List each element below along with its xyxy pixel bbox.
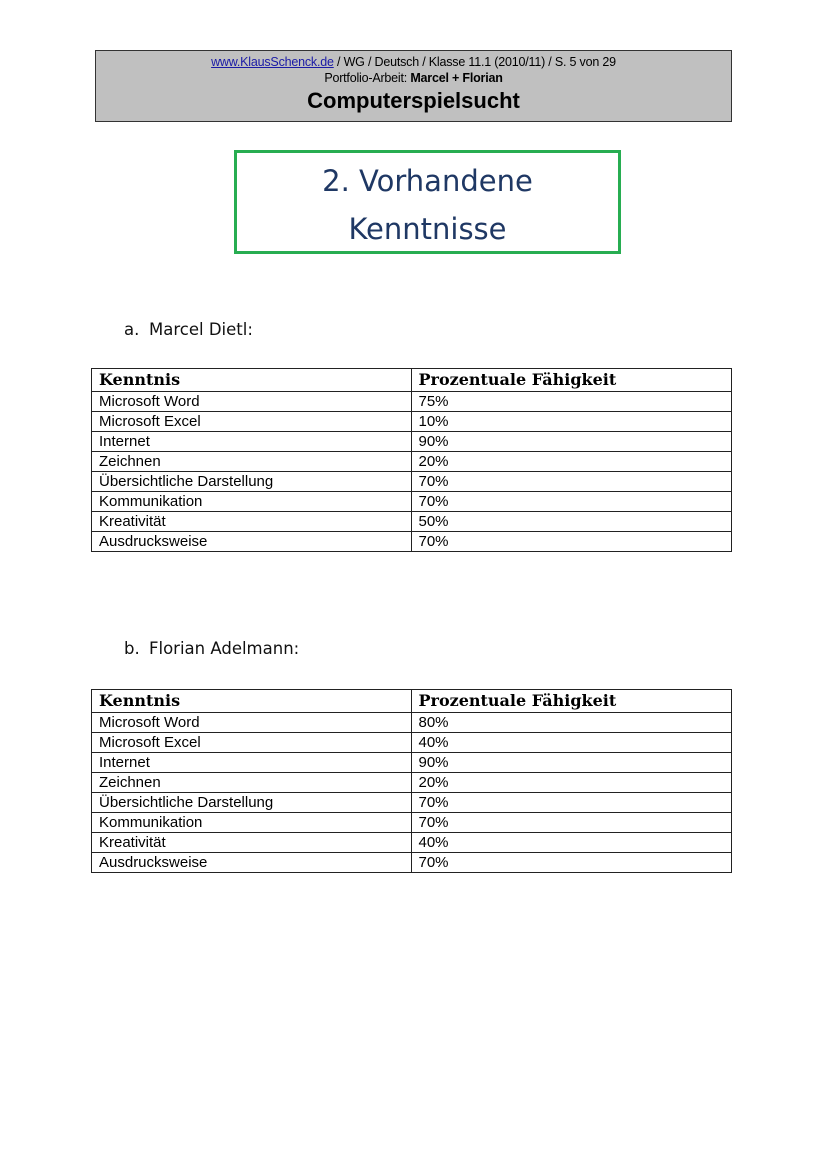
skill-cell: Internet: [92, 753, 412, 773]
skill-cell: Internet: [92, 432, 412, 452]
percentage-cell: 70%: [411, 813, 732, 833]
skill-cell: Kreativität: [92, 512, 412, 532]
section-letter: a.: [124, 320, 140, 339]
portfolio-authors: Marcel + Florian: [410, 71, 503, 85]
skill-cell: Microsoft Excel: [92, 733, 412, 753]
section-heading-line2: Kenntnisse: [348, 212, 507, 246]
table-row: [92, 532, 732, 552]
skill-cell: Übersichtliche Darstellung: [92, 472, 412, 492]
table-header-row: [92, 369, 732, 392]
table-row: [92, 713, 732, 733]
table-row: [92, 753, 732, 773]
skill-cell: Übersichtliche Darstellung: [92, 793, 412, 813]
table-row: [92, 733, 732, 753]
percentage-cell: 75%: [411, 392, 732, 412]
table-row: [92, 793, 732, 813]
percentage-cell: 70%: [411, 532, 732, 552]
skills-table-marcel: [91, 368, 732, 552]
table-row: [92, 853, 732, 873]
percentage-cell: 70%: [411, 472, 732, 492]
section-heading-line1: 2. Vorhandene: [322, 164, 533, 198]
table-row: [92, 472, 732, 492]
column-header-skill: Kenntnis: [92, 369, 412, 392]
table-row: [92, 432, 732, 452]
percentage-cell: 20%: [411, 773, 732, 793]
percentage-cell: 90%: [411, 432, 732, 452]
skill-cell: Ausdrucksweise: [92, 853, 412, 873]
skill-cell: Kreativität: [92, 833, 412, 853]
percentage-cell: 40%: [411, 833, 732, 853]
page-header: [95, 50, 732, 122]
table-row: [92, 412, 732, 432]
percentage-cell: 20%: [411, 452, 732, 472]
percentage-cell: 90%: [411, 753, 732, 773]
section-label-a: [124, 320, 253, 339]
percentage-cell: 80%: [411, 713, 732, 733]
percentage-cell: 10%: [411, 412, 732, 432]
document-title: Computerspielsucht: [307, 88, 520, 113]
table-row: [92, 392, 732, 412]
skill-cell: Microsoft Word: [92, 713, 412, 733]
table-row: [92, 833, 732, 853]
column-header-percentage: Prozentuale Fähigkeit: [411, 690, 732, 713]
percentage-cell: 40%: [411, 733, 732, 753]
table-row: [92, 773, 732, 793]
skill-cell: Kommunikation: [92, 813, 412, 833]
section-letter: b.: [124, 639, 140, 658]
portfolio-prefix: Portfolio-Arbeit:: [324, 71, 411, 85]
percentage-cell: 70%: [411, 793, 732, 813]
column-header-skill: Kenntnis: [92, 690, 412, 713]
skill-cell: Kommunikation: [92, 492, 412, 512]
table-row: [92, 813, 732, 833]
site-link[interactable]: www.KlausSchenck.de: [211, 55, 334, 69]
skill-cell: Ausdrucksweise: [92, 532, 412, 552]
table-row: [92, 512, 732, 532]
section-label-b: [124, 639, 299, 658]
section-person-name: Florian Adelmann:: [149, 639, 300, 658]
skill-cell: Zeichnen: [92, 773, 412, 793]
percentage-cell: 50%: [411, 512, 732, 532]
table-row: [92, 452, 732, 472]
table-row: [92, 492, 732, 512]
skill-cell: Microsoft Word: [92, 392, 412, 412]
section-heading-box: [234, 150, 621, 254]
table-header-row: [92, 690, 732, 713]
percentage-cell: 70%: [411, 492, 732, 512]
portfolio-line: [96, 70, 731, 86]
section-person-name: Marcel Dietl:: [149, 320, 253, 339]
column-header-percentage: Prozentuale Fähigkeit: [411, 369, 732, 392]
header-meta-line: [96, 54, 731, 70]
percentage-cell: 70%: [411, 853, 732, 873]
skill-cell: Microsoft Excel: [92, 412, 412, 432]
header-meta: / WG / Deutsch / Klasse 11.1 (2010/11) / S. 5 von 29: [333, 55, 616, 69]
skill-cell: Zeichnen: [92, 452, 412, 472]
skills-table-florian: [91, 689, 732, 873]
